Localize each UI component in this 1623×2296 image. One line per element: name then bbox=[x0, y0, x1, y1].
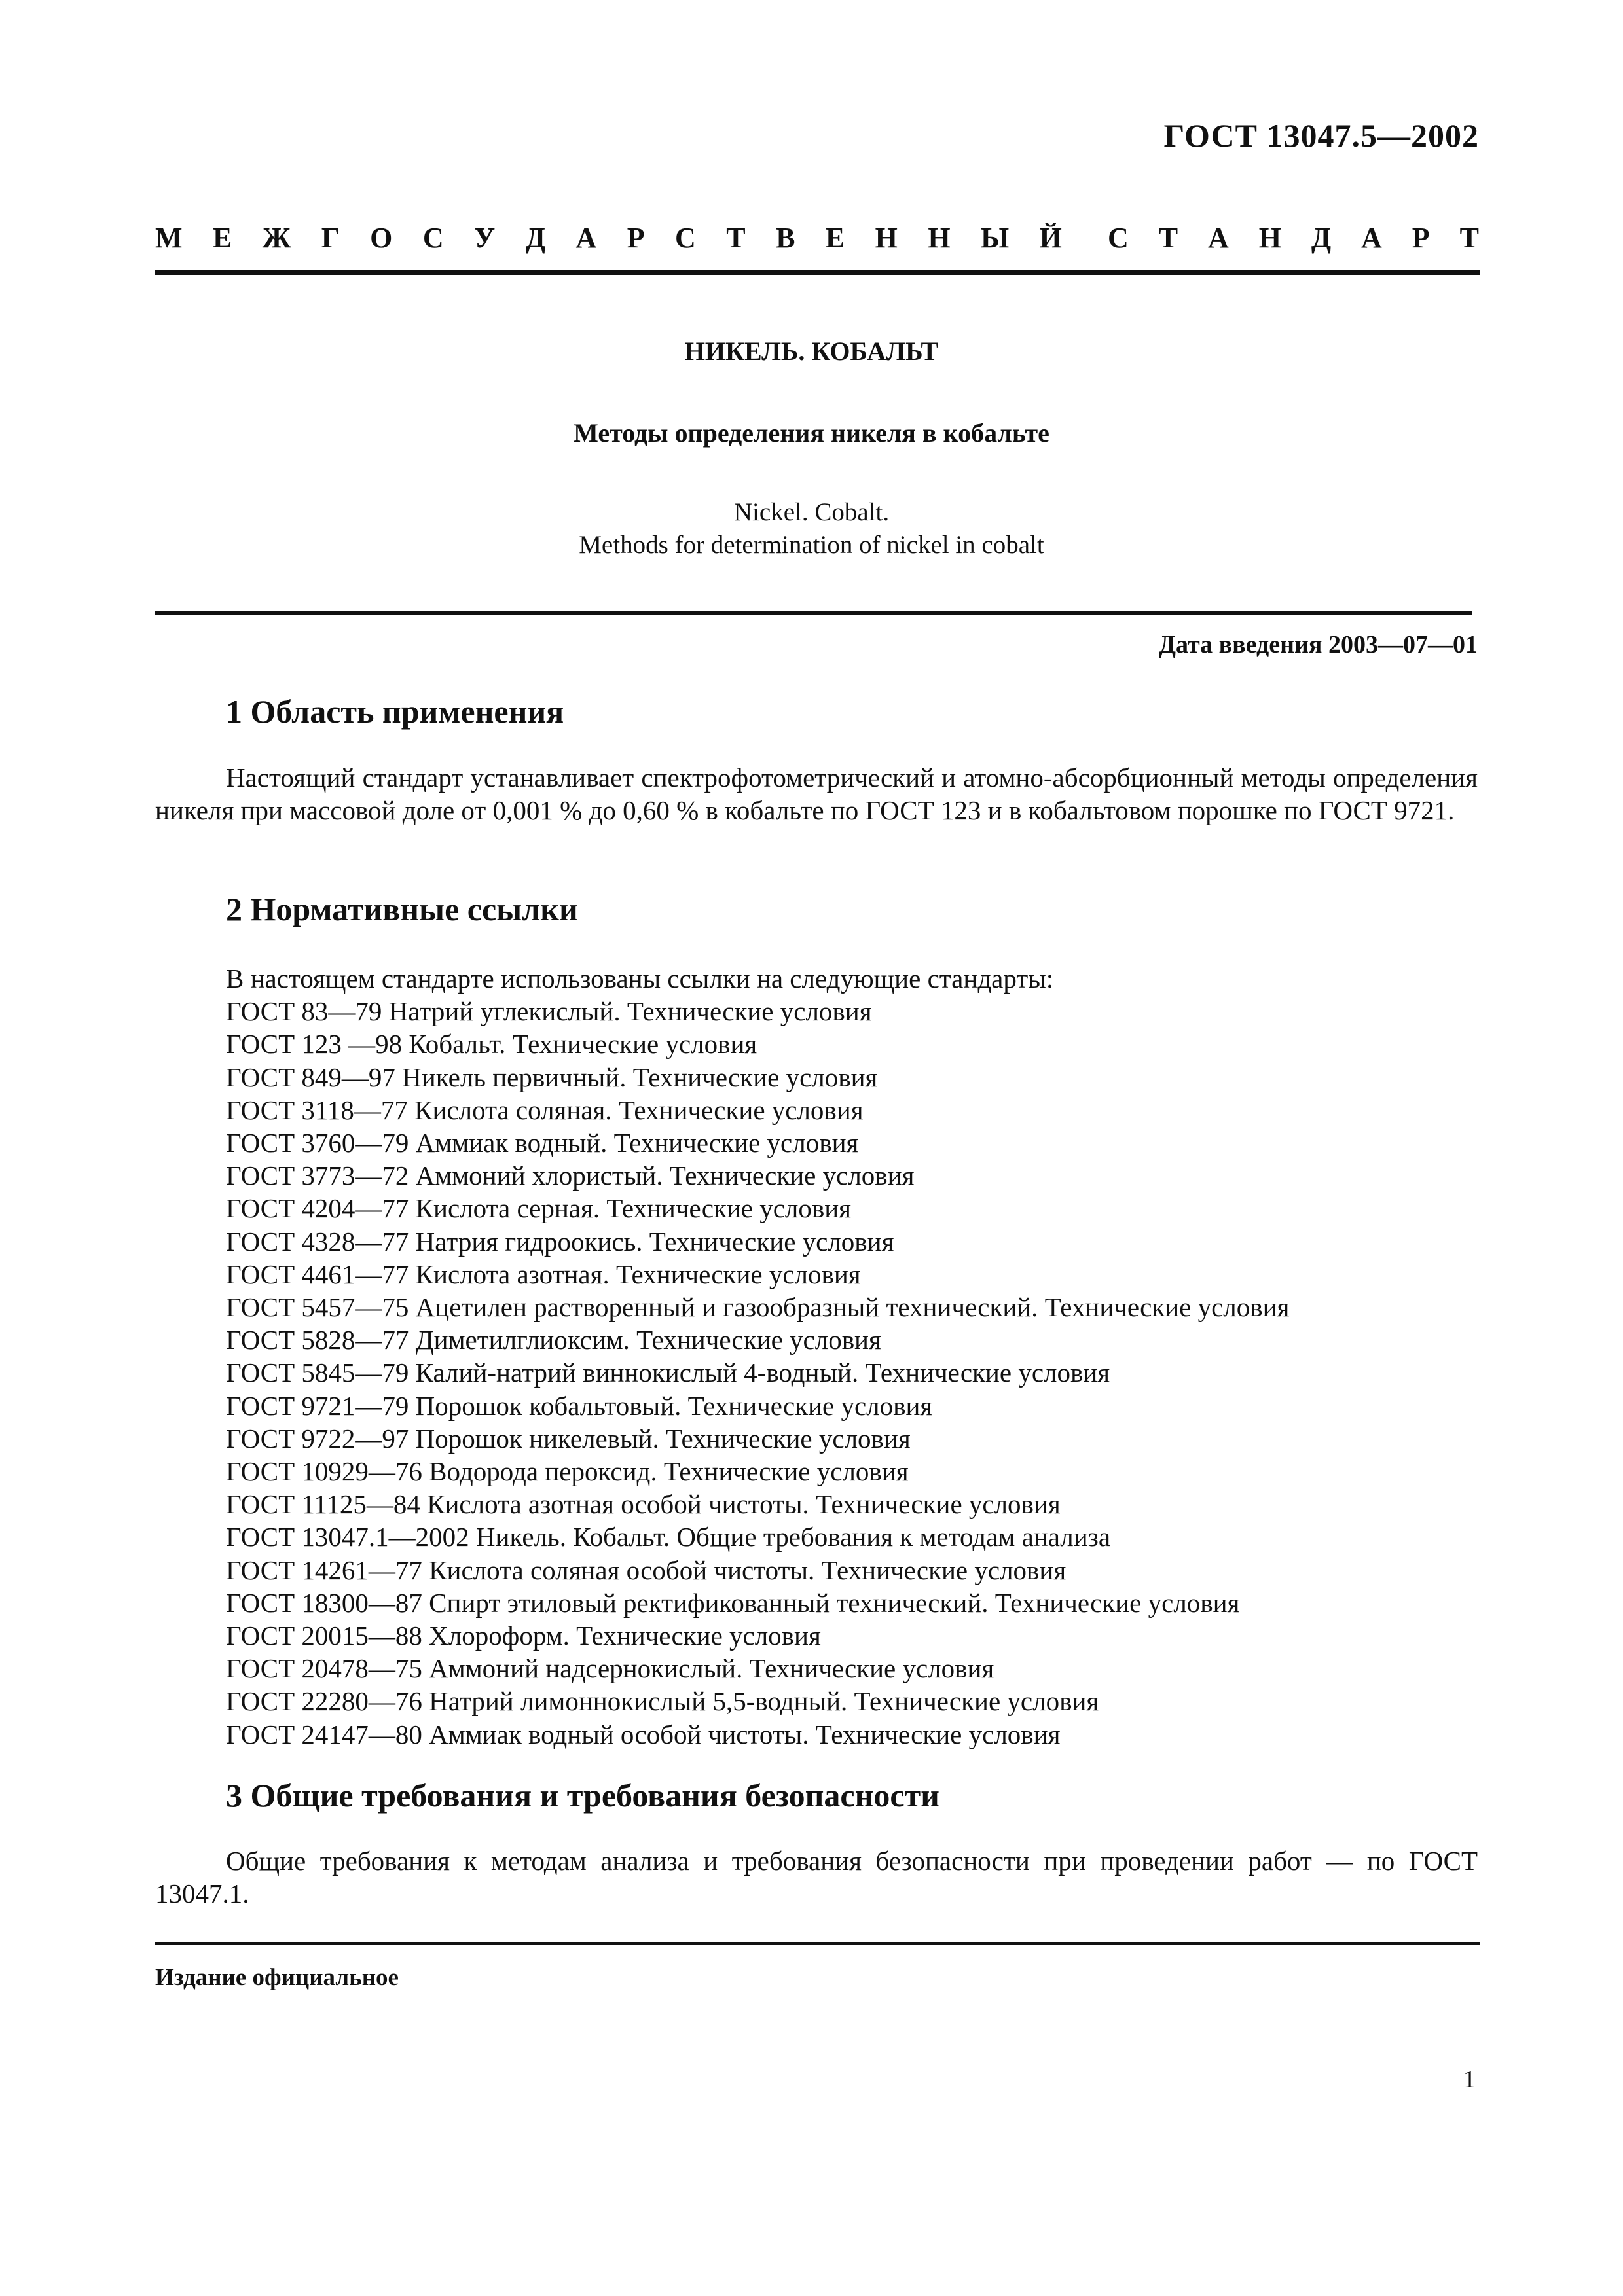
banner-letter: У bbox=[474, 222, 496, 254]
header-rule bbox=[155, 270, 1480, 275]
introduction-date: Дата введения 2003—07—01 bbox=[1158, 631, 1478, 658]
reference-item: ГОСТ 22280—76 Натрий лимоннокислый 5,5-водный. Технические условия bbox=[226, 1686, 1099, 1717]
reference-item: ГОСТ 10929—76 Водорода пероксид. Технические условия bbox=[226, 1456, 909, 1487]
footer-rule bbox=[155, 1942, 1480, 1945]
english-title-line1: Nickel. Cobalt. bbox=[733, 498, 890, 526]
page-number: 1 bbox=[1463, 2066, 1476, 2093]
reference-item: ГОСТ 13047.1—2002 Никель. Кобальт. Общие требования к методам анализа bbox=[226, 1522, 1111, 1552]
banner-letter: М bbox=[155, 222, 183, 254]
reference-item: ГОСТ 5828—77 Диметилглиоксим. Технические условия bbox=[226, 1325, 881, 1355]
section-1-heading: 1 Область применения bbox=[226, 693, 564, 730]
banner-letter: Н bbox=[928, 222, 951, 254]
banner-letter: Д bbox=[525, 222, 546, 254]
section-3-heading: 3 Общие требования и требования безопасности bbox=[226, 1777, 939, 1814]
reference-item: ГОСТ 18300—87 Спирт этиловый ректификованный технический. Технические условия bbox=[226, 1587, 1240, 1618]
banner-letter: А bbox=[1361, 222, 1382, 254]
reference-item: ГОСТ 5845—79 Калий-натрий виннокислый 4-водный. Технические условия bbox=[226, 1357, 1110, 1388]
reference-item: ГОСТ 3760—79 Аммиак водный. Технические условия bbox=[226, 1128, 859, 1158]
section-2-heading: 2 Нормативные ссылки bbox=[226, 891, 578, 927]
banner-letter: Е bbox=[825, 222, 845, 254]
reference-item: ГОСТ 4204—77 Кислота серная. Технические условия bbox=[226, 1193, 852, 1224]
section-3-paragraph: Общие требования к методам анализа и требования безопасности при проведении работ — по ГОСТ 13047.1. bbox=[155, 1846, 1478, 1909]
reference-item: ГОСТ 20478—75 Аммоний надсернокислый. Технические условия bbox=[226, 1653, 994, 1684]
reference-item: ГОСТ 123 —98 Кобальт. Технические условия bbox=[226, 1029, 757, 1060]
reference-item: ГОСТ 5457—75 Ацетилен растворенный и газообразный технический. Технические условия bbox=[226, 1292, 1290, 1323]
banner-letter: Й bbox=[1039, 222, 1062, 254]
banner-letter: Н bbox=[1258, 222, 1281, 254]
banner-letter: С bbox=[422, 222, 444, 254]
section-1-paragraph: Настоящий стандарт устанавливает спектрофотометрический и атомно-абсорбционный методы определения никеля при массовой доле от 0,001 % до 0,60 % в кобальте по ГОСТ 123 и в кобальтовом порошке по ГОСТ 9721. bbox=[155, 762, 1478, 825]
reference-item: ГОСТ 4328—77 Натрия гидроокись. Технические условия bbox=[226, 1226, 894, 1257]
banner-letter: Ж bbox=[262, 222, 291, 254]
banner-letter: Е bbox=[212, 222, 232, 254]
reference-item: ГОСТ 9721—79 Порошок кобальтовый. Технические условия bbox=[226, 1390, 933, 1421]
reference-item: ГОСТ 14261—77 Кислота соляная особой чистоты. Технические условия bbox=[226, 1554, 1067, 1585]
reference-item: ГОСТ 20015—88 Хлороформ. Технические условия bbox=[226, 1621, 821, 1651]
document-subtitle: Методы определения никеля в кобальте bbox=[574, 418, 1049, 448]
reference-item: ГОСТ 11125—84 Кислота азотная особой чистоты. Технические условия bbox=[226, 1489, 1061, 1520]
banner-letter: Р bbox=[627, 222, 645, 254]
section-3-text bbox=[155, 1844, 1478, 1910]
edition-label: Издание официальное bbox=[155, 1964, 399, 1991]
document-code: ГОСТ 13047.5—2002 bbox=[1163, 117, 1479, 154]
interstate-standard-banner bbox=[155, 221, 1479, 255]
references-intro: В настоящем стандарте использованы ссылки на следующие стандарты: bbox=[226, 963, 1054, 994]
reference-item: ГОСТ 3773—72 Аммоний хлористый. Технические условия bbox=[226, 1160, 915, 1191]
reference-item: ГОСТ 83—79 Натрий углекислый. Технические условия bbox=[226, 996, 872, 1027]
banner-letter: В bbox=[776, 222, 795, 254]
interstate-word bbox=[155, 221, 1062, 255]
banner-letter: Д bbox=[1311, 222, 1332, 254]
reference-item: ГОСТ 3118—77 Кислота соляная. Технические условия bbox=[226, 1094, 864, 1125]
reference-item: ГОСТ 9722—97 Порошок никелевый. Технические условия bbox=[226, 1423, 911, 1454]
banner-letter: Т bbox=[726, 222, 746, 254]
section-1-text bbox=[155, 761, 1478, 827]
banner-letter: А bbox=[1207, 222, 1229, 254]
banner-letter: Р bbox=[1412, 222, 1430, 254]
banner-letter: С bbox=[1108, 222, 1129, 254]
banner-letter: Ы bbox=[981, 222, 1010, 254]
banner-letter: Т bbox=[1158, 222, 1178, 254]
reference-item: ГОСТ 24147—80 Аммиак водный особой чистоты. Технические условия bbox=[226, 1719, 1061, 1749]
title-rule bbox=[155, 611, 1472, 615]
references-list bbox=[226, 962, 1289, 1751]
english-title-line2: Methods for determination of nickel in cobalt bbox=[579, 531, 1044, 559]
banner-letter: Т bbox=[1459, 222, 1479, 254]
banner-letter: А bbox=[575, 222, 597, 254]
document-title: НИКЕЛЬ. КОБАЛЬТ bbox=[684, 336, 939, 366]
reference-item: ГОСТ 4461—77 Кислота азотная. Технические условия bbox=[226, 1259, 861, 1289]
banner-letter: Н bbox=[875, 222, 898, 254]
banner-letter: С bbox=[675, 222, 696, 254]
banner-letter: Г bbox=[321, 222, 340, 254]
banner-letter: О bbox=[370, 222, 393, 254]
reference-item: ГОСТ 849—97 Никель первичный. Технические условия bbox=[226, 1062, 878, 1092]
standard-word bbox=[1108, 221, 1479, 255]
